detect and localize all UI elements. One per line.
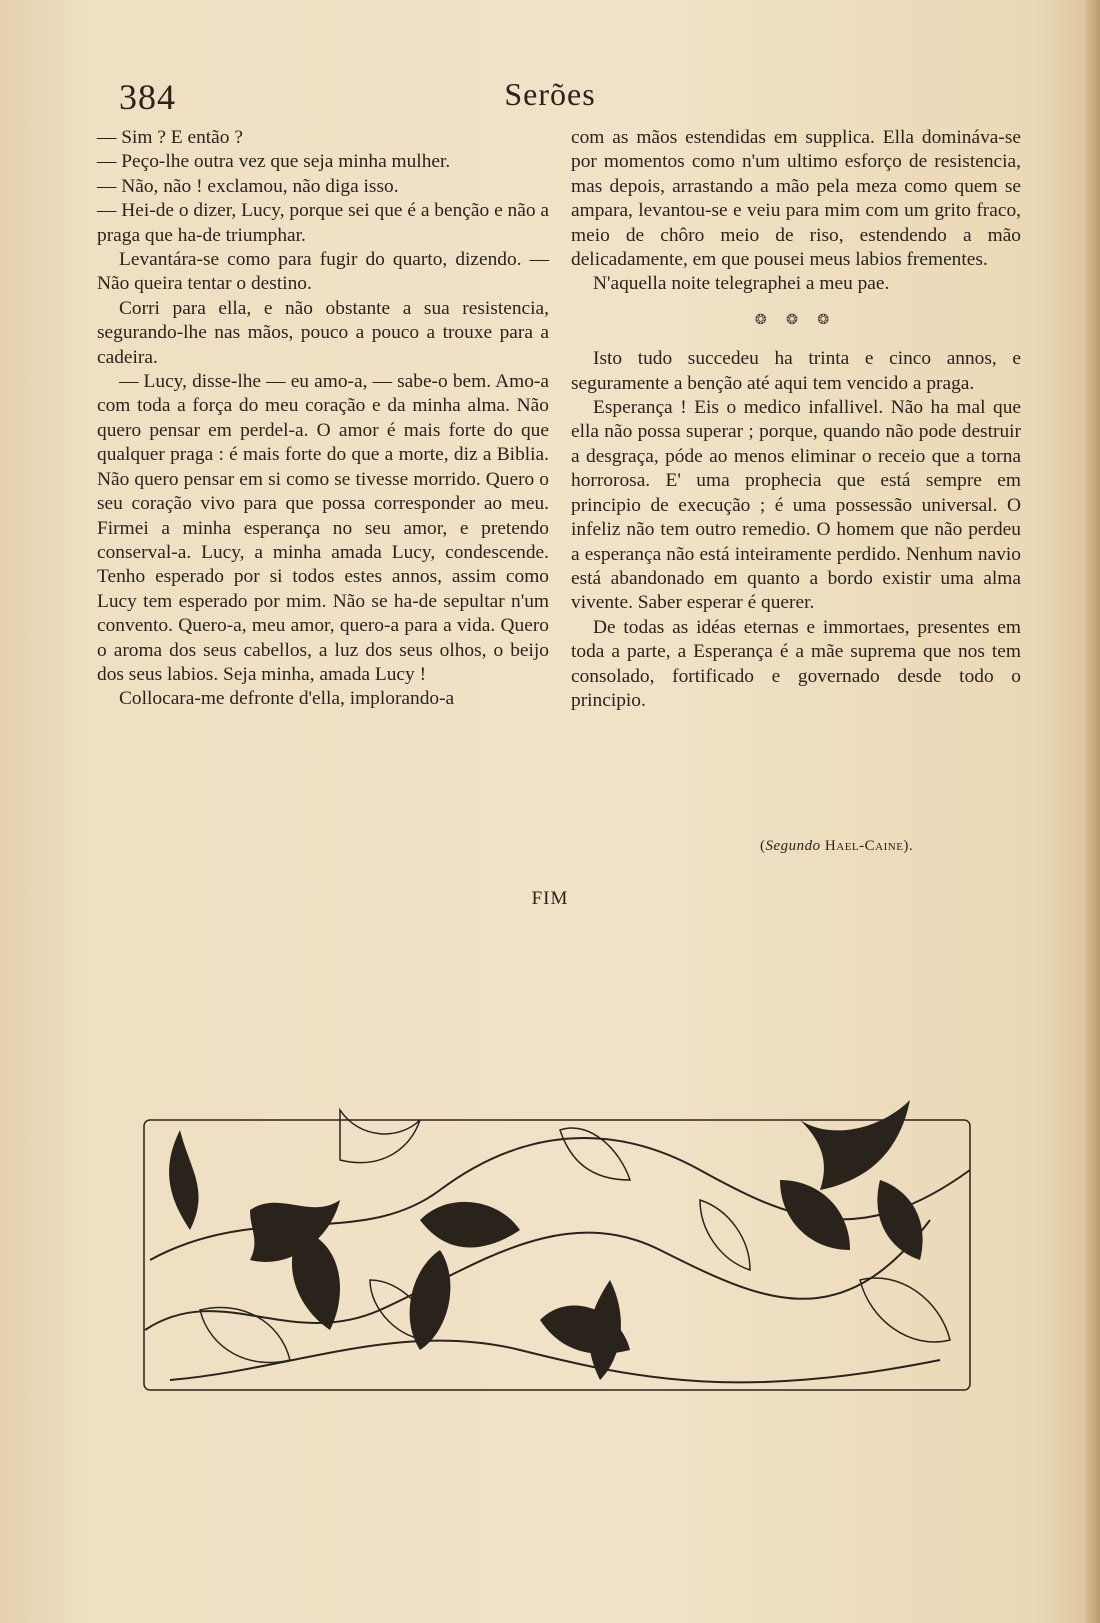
page-number: 384 — [119, 77, 176, 117]
attribution-open: ( — [760, 838, 766, 854]
paragraph: — Hei-de o dizer, Lucy, porque sei que é a benção e não a praga que ha-de triumphar. — [97, 200, 549, 246]
leaf-outline — [200, 1307, 290, 1362]
attribution-italic: Segundo — [765, 838, 821, 854]
flower-shape — [800, 1100, 910, 1190]
paragraph: — Não, não ! exclamou, não diga isso. — [97, 175, 399, 197]
running-head-title: Serões — [504, 76, 596, 112]
paragraph: De todas as idéas eternas e immortaes, presentes em toda a parte, a Esperança é a mãe suprema que nos tem consolado, fortificado e governado desde todo o principio. — [571, 616, 1021, 711]
paragraph: Collocara-me defronte d'ella, implorando-a — [119, 688, 455, 710]
leaf-outline — [560, 1128, 630, 1180]
right-column — [571, 126, 1021, 713]
attribution — [760, 838, 913, 855]
leaf-outline — [340, 1110, 420, 1163]
flower-shape — [420, 1202, 520, 1248]
section-break-ornament: ❂ ❂ ❂ — [754, 312, 838, 328]
floral-vignette-illustration — [140, 1080, 975, 1400]
attribution-close: ). — [903, 838, 914, 854]
flower-shape — [589, 1280, 621, 1380]
page-edge — [1086, 0, 1100, 1623]
paragraph: — Lucy, disse-lhe — eu amo-a, — sabe-o bem. Amo-a com toda a força do meu coração e da minha alma. Não quero pensar em perdel-a. O amor é mais forte do que qualquer praga : é mais forte do que a morte, diz a Biblia. Não quero pensar em si como se tivesse morrido. Quero o seu coração vivo para que possa corresponder ao meu. Firmei a minha esperança no seu amor, e pretendo conserval-a. Lucy, a minha amada Lucy, condescende. Tenho esperado por si todos estes annos, assim como Lucy tem esperado por mim. Não se ha-de sepultar n'um convento. Quero-a, meu amor, quero-a para a vida. Quero o aroma dos seus cabellos, a luz dos seus olhos, o beijo dos seus labios. Seja minha, amada Lucy ! — [97, 371, 549, 685]
paragraph: com as mãos estendidas em supplica. Ella domináva-se por momentos como n'um ultimo esforço de resistencia, mas depois, arrastando a mão pela meza como quem se ampara, levantou-se e veiu para mim com um grito fraco, meio de chôro meio de riso, estendendo a mão delicadamente, em que pousei meus labios frementes. — [571, 127, 1021, 271]
leaf-shape — [169, 1130, 198, 1230]
paragraph: Corri para ella, e não obstante a sua resistencia, segurando-lhe nas mãos, pouco a pouco a trouxe para a cadeira. — [97, 297, 549, 368]
paragraph: — Peço-lhe outra vez que seja minha mulher. — [97, 151, 451, 173]
attribution-author: Hael-Caine — [824, 838, 904, 854]
paragraph: Isto tudo succedeu ha trinta e cinco annos, e seguramente a benção até aqui tem vencido a praga. — [571, 348, 1021, 394]
flower-shape — [292, 1230, 340, 1330]
flower-shape — [877, 1180, 922, 1260]
paragraph: — Sim ? E então ? — [97, 127, 243, 148]
leaf-outline — [860, 1278, 950, 1342]
paragraph: Esperança ! Eis o medico infallivel. Não ha mal que ella não possa superar ; porque, quando não pode destruir a desgraça, póde ao menos eliminar o receio que a torna horrorosa. E' uma prophecia que está sempre em principio de execução ; é uma possessão universal. O infeliz não tem outro remedio. O homem que não perdeu a esperança não está inteiramente perdido. Nenhum navio está abandonado em quanto a bordo existir uma alma vivente. Saber esperar é querer. — [571, 397, 1021, 614]
leaf-outline — [700, 1200, 750, 1270]
paragraph: Levantára-se como para fugir do quarto, dizendo. — Não queira tentar o destino. — [97, 249, 549, 295]
left-column — [97, 126, 549, 712]
flower-shape — [780, 1180, 850, 1250]
end-mark: FIM — [531, 888, 569, 909]
paragraph: N'aquella noite telegraphei a meu pae. — [593, 273, 890, 295]
